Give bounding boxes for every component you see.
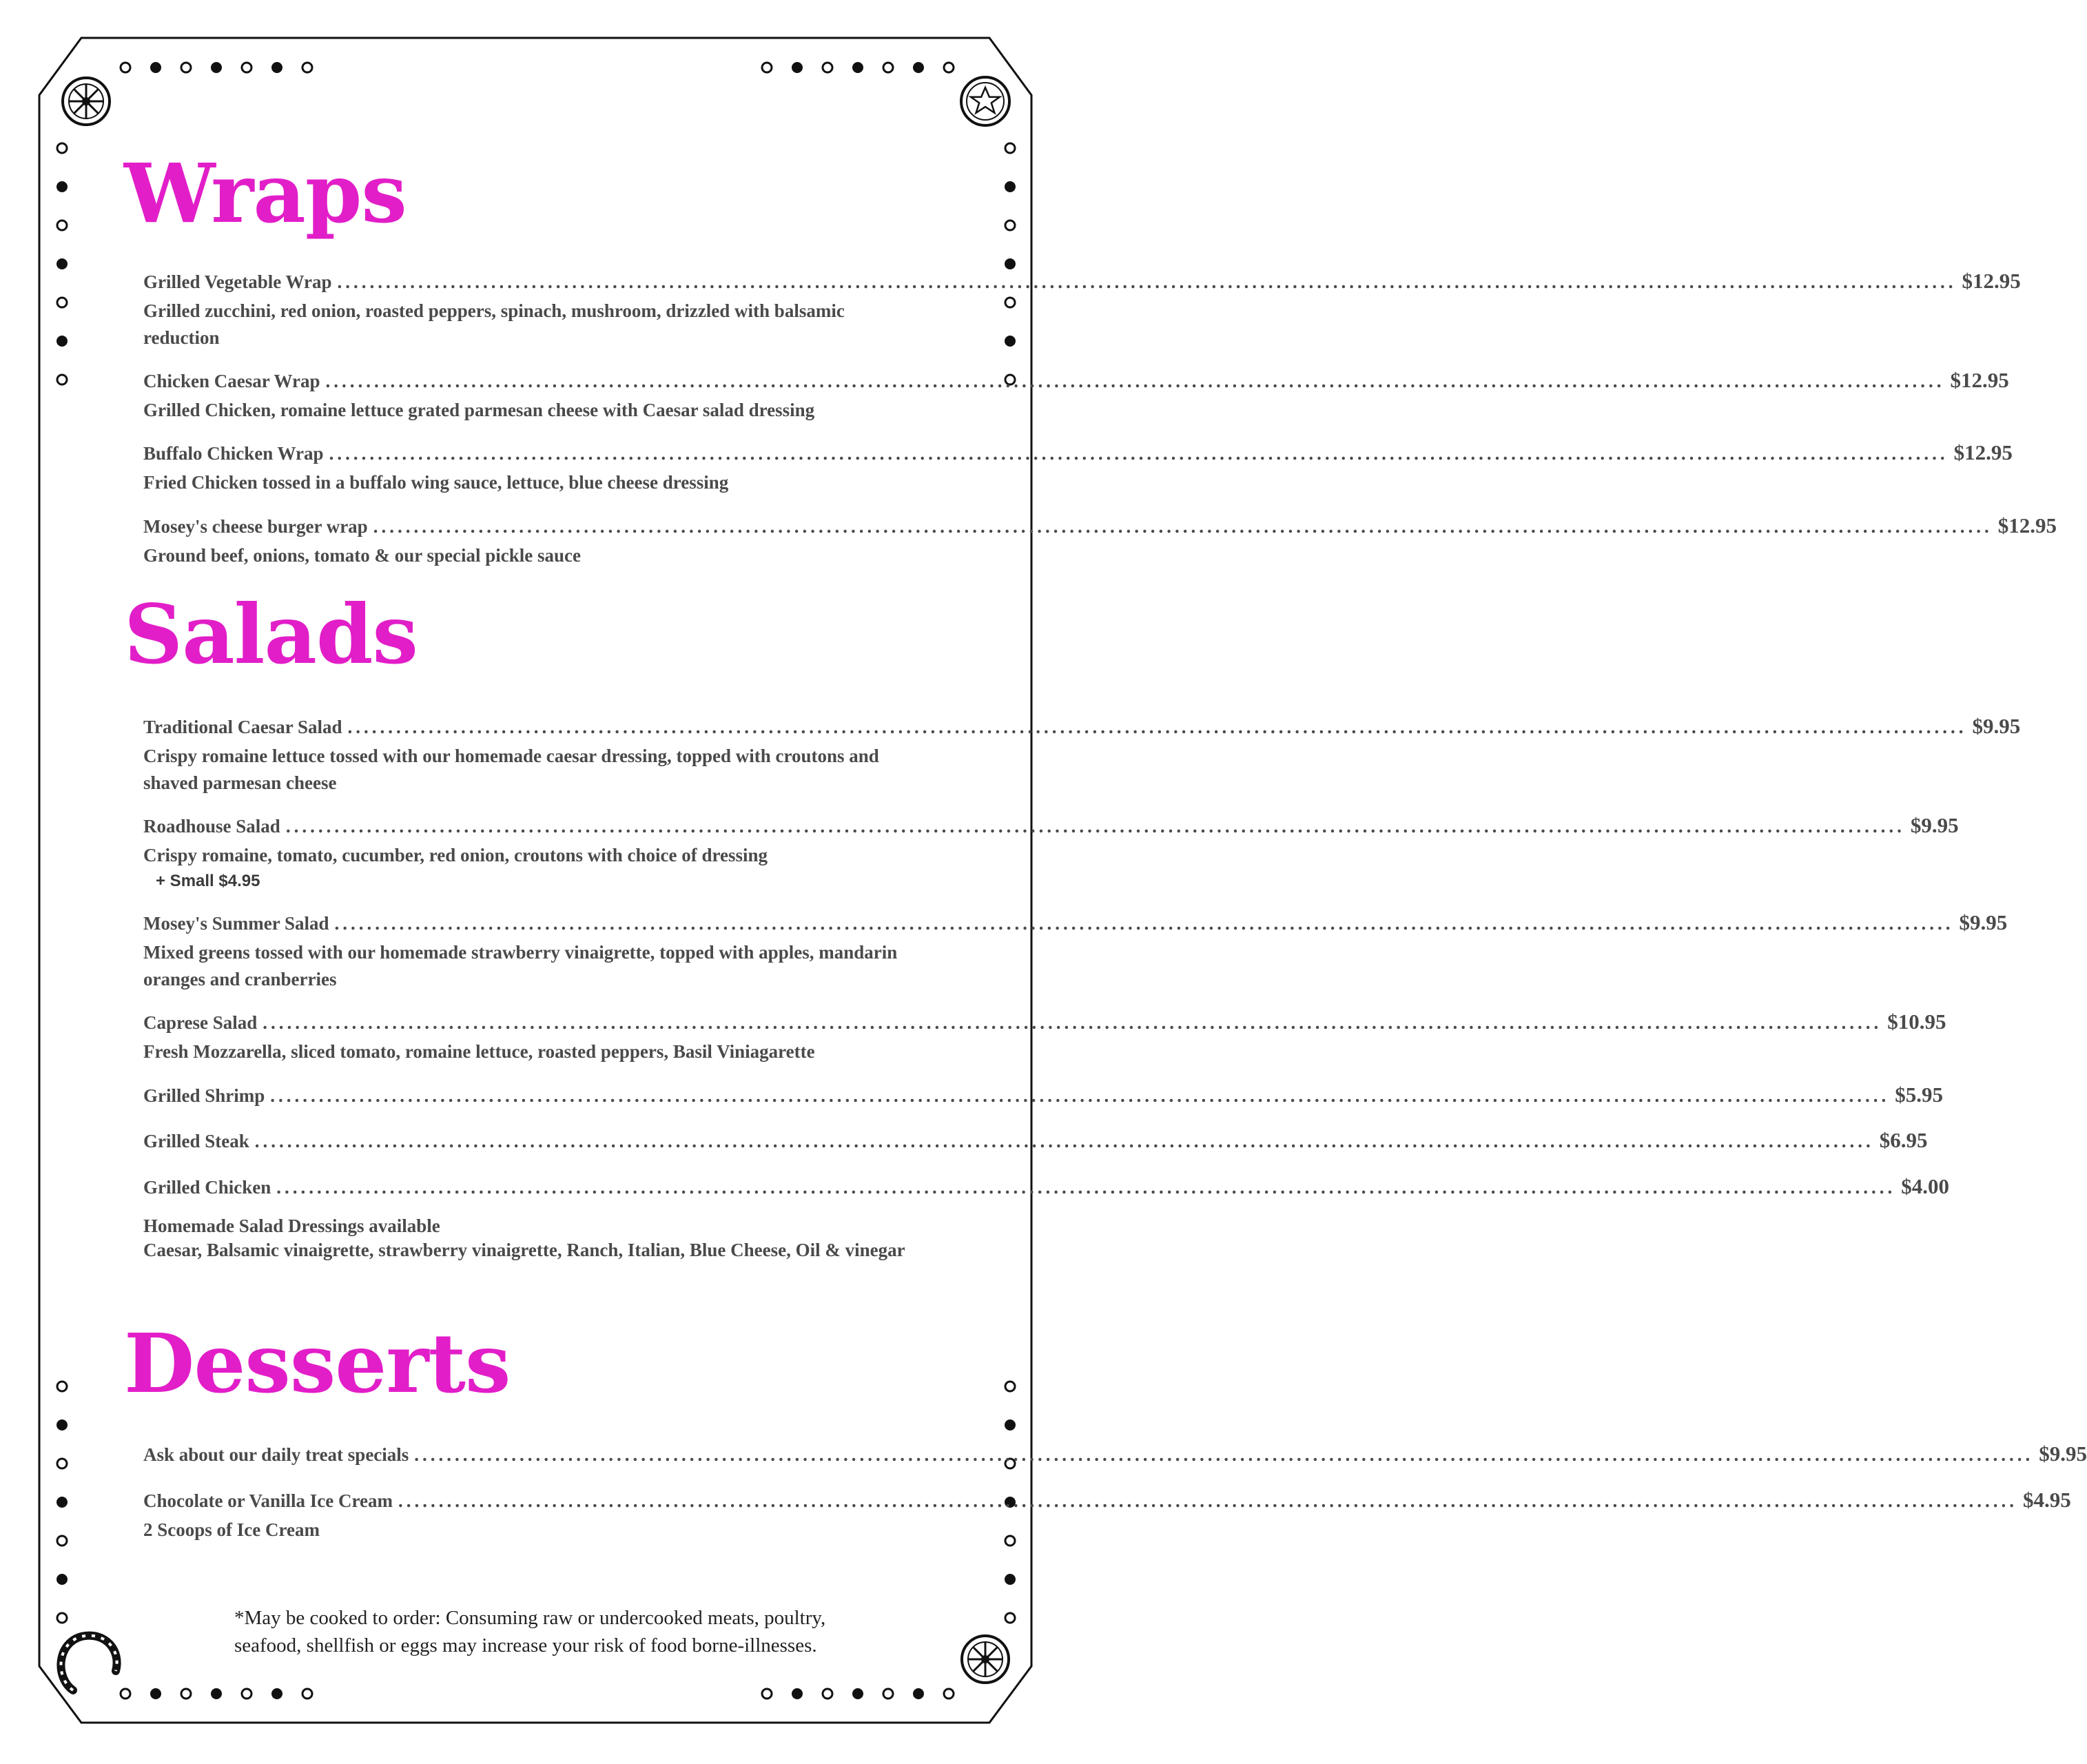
border-dot: [852, 62, 863, 73]
border-dot: [57, 1382, 67, 1391]
border-dot: [1005, 1613, 1015, 1623]
item-name: Grilled Shrimp: [143, 1085, 265, 1106]
border-dot: [56, 258, 68, 269]
dressings-list: Caesar, Balsamic vinaigrette, strawberry vinaigrette, Ranch, Italian, Blue Cheese, Oil & vinegar: [143, 1240, 905, 1260]
menu-item: [143, 813, 1959, 891]
desserts-title: Desserts: [124, 1315, 511, 1411]
dressings-block: [143, 1216, 947, 1264]
border-dot: [57, 1459, 67, 1468]
border-dot: [57, 1536, 67, 1546]
border-dot: [56, 1419, 68, 1430]
item-price: $10.95: [1887, 1009, 1946, 1034]
border-dot: [1005, 1574, 1016, 1585]
item-price: $6.95: [1879, 1128, 1928, 1152]
menu-item: [143, 1128, 1928, 1153]
menu-item: [143, 910, 2008, 993]
dot-leader: ........................................................................................................................................................................................................: [263, 1012, 1882, 1033]
item-description: Grilled Chicken, romaine lettuce grated parmesan cheese with Caesar salad dressing: [143, 400, 815, 420]
menu-item: [143, 1009, 1946, 1065]
border-dot: [762, 63, 772, 72]
item-name: Traditional Caesar Salad: [143, 717, 342, 737]
border-dot: [883, 1689, 893, 1699]
dot-leader: ........................................................................................................................................................................................................: [373, 516, 1993, 537]
item-price: $4.95: [2022, 1488, 2071, 1512]
item-name: Mosey's cheese burger wrap: [143, 516, 368, 537]
dot-leader: ........................................................................................................................................................................................................: [276, 1177, 1896, 1198]
wraps-title: Wraps: [124, 145, 407, 241]
item-name: Ask about our daily treat specials: [143, 1444, 409, 1465]
salads-title: Salads: [124, 586, 418, 682]
dot-leader: ........................................................................................................................................................................................................: [398, 1490, 2017, 1511]
item-price: $4.00: [1901, 1174, 1950, 1198]
item-description: 2 Scoops of Ice Cream: [143, 1519, 320, 1540]
dot-leader: ........................................................................................................................................................................................................: [270, 1085, 1890, 1106]
border-dot: [56, 1497, 68, 1508]
item-description: Crispy romaine lettuce tossed with our homemade caesar dressing, topped with croutons and shaved parmesan cheese: [143, 746, 879, 793]
item-price: $9.95: [1910, 813, 1959, 837]
item-price: $9.95: [1959, 910, 2008, 934]
border-dot: [211, 62, 222, 73]
item-name: Chicken Caesar Wrap: [143, 371, 320, 391]
border-dot: [1005, 1382, 1015, 1391]
item-name: Grilled Chicken: [143, 1177, 271, 1198]
dot-leader: ........................................................................................................................................................................................................: [329, 443, 1949, 464]
border-dot: [56, 1574, 68, 1585]
border-dot: [792, 1688, 803, 1699]
border-dot: [1005, 1536, 1015, 1546]
item-description: Ground beef, onions, tomato & our special pickle sauce: [143, 545, 582, 566]
small-size-option: + Small $4.95: [156, 872, 260, 890]
menu-item: [143, 368, 2009, 424]
item-price: $12.95: [1950, 368, 2009, 392]
border-dot: [792, 62, 803, 73]
border-dot: [944, 63, 954, 72]
border-dot: [302, 63, 312, 72]
horseshoe-icon: [61, 1636, 116, 1690]
border-dot: [1005, 258, 1016, 269]
dot-leader: ........................................................................................................................................................................................................: [285, 816, 1905, 837]
border-dot: [944, 1689, 954, 1699]
border-dot: [56, 336, 68, 347]
border-dot: [1005, 181, 1016, 192]
menu-item: [143, 714, 2021, 797]
border-dot: [56, 181, 68, 192]
border-dot: [121, 1689, 130, 1699]
border-dot: [271, 62, 282, 73]
item-description: Fresh Mozzarella, sliced tomato, romaine lettuce, roasted peppers, Basil Viniagarette: [143, 1041, 815, 1062]
menu-item: [143, 440, 2013, 496]
menu-item: [143, 513, 2057, 569]
menu-item: [143, 1488, 2071, 1544]
border-dot: [242, 1689, 251, 1699]
border-dot: [121, 63, 130, 72]
dot-leader: ........................................................................................................................................................................................................: [337, 271, 1957, 292]
item-name: Chocolate or Vanilla Ice Cream: [143, 1490, 393, 1511]
item-name: Roadhouse Salad: [143, 816, 280, 837]
border-dot: [150, 62, 161, 73]
menu-item: [143, 1174, 1950, 1199]
border-dot: [271, 1688, 282, 1699]
border-dot: [181, 1689, 191, 1699]
border-dot: [57, 1613, 67, 1623]
border-dot: [823, 63, 832, 72]
dot-leader: ........................................................................................................................................................................................................: [254, 1131, 1874, 1151]
item-price: $9.95: [1972, 714, 2021, 738]
border-dot: [823, 1689, 832, 1699]
item-name: Buffalo Chicken Wrap: [143, 443, 324, 464]
wagon-wheel-icon: [63, 78, 110, 125]
border-dot: [913, 62, 924, 73]
border-dot: [913, 1688, 924, 1699]
border-dot: [57, 220, 67, 230]
item-description: Grilled zucchini, red onion, roasted peppers, spinach, mushroom, drizzled with balsamic reduction: [143, 300, 845, 348]
item-price: $12.95: [1997, 513, 2057, 537]
item-name: Caprese Salad: [143, 1012, 258, 1033]
border-dot: [181, 63, 191, 72]
border-dot: [211, 1688, 222, 1699]
item-description: Crispy romaine, tomato, cucumber, red onion, croutons with choice of dressing: [143, 845, 768, 865]
dot-leader: ........................................................................................................................................................................................................: [325, 371, 1945, 391]
item-name: Grilled Steak: [143, 1131, 249, 1151]
border-dot: [57, 375, 67, 384]
star-badge-icon: [961, 77, 1009, 125]
border-dot: [150, 1688, 161, 1699]
food-safety-footnote: *May be cooked to order: Consuming raw or undercooked meats, poultry, seafood, shellfish or eggs may increase your risk of food borne-illnesses.: [234, 1607, 826, 1657]
border-dot: [57, 298, 67, 307]
item-description: Fried Chicken tossed in a buffalo wing sauce, lettuce, blue cheese dressing: [143, 472, 729, 493]
item-name: Grilled Vegetable Wrap: [143, 271, 332, 292]
dot-leader: ........................................................................................................................................................................................................: [414, 1444, 2034, 1465]
border-dot: [57, 143, 67, 153]
menu-item: [143, 1083, 1944, 1107]
item-price: $12.95: [1962, 269, 2021, 293]
border-dot: [1005, 336, 1016, 347]
item-price: $5.95: [1895, 1083, 1944, 1107]
item-name: Mosey's Summer Salad: [143, 913, 329, 934]
menu-item: [143, 1442, 2087, 1466]
border-dot: [1005, 1419, 1016, 1430]
item-price: $9.95: [2039, 1442, 2087, 1466]
dressings-heading: Homemade Salad Dressings available: [143, 1216, 440, 1236]
item-description: Mixed greens tossed with our homemade strawberry vinaigrette, topped with apples, mandarin oranges and cranberries: [143, 942, 898, 989]
wagon-wheel-icon: [962, 1636, 1009, 1683]
border-dot: [762, 1689, 772, 1699]
border-dot: [1005, 220, 1015, 230]
dot-leader: ........................................................................................................................................................................................................: [347, 717, 1967, 737]
border-dot: [302, 1689, 312, 1699]
border-dot: [883, 63, 893, 72]
item-price: $12.95: [1953, 440, 2013, 464]
border-dot: [852, 1688, 863, 1699]
menu-item: [143, 269, 2021, 351]
border-dot: [1005, 298, 1015, 307]
dot-leader: ........................................................................................................................................................................................................: [334, 913, 1954, 934]
border-dot: [1005, 143, 1015, 153]
border-dot: [242, 63, 251, 72]
